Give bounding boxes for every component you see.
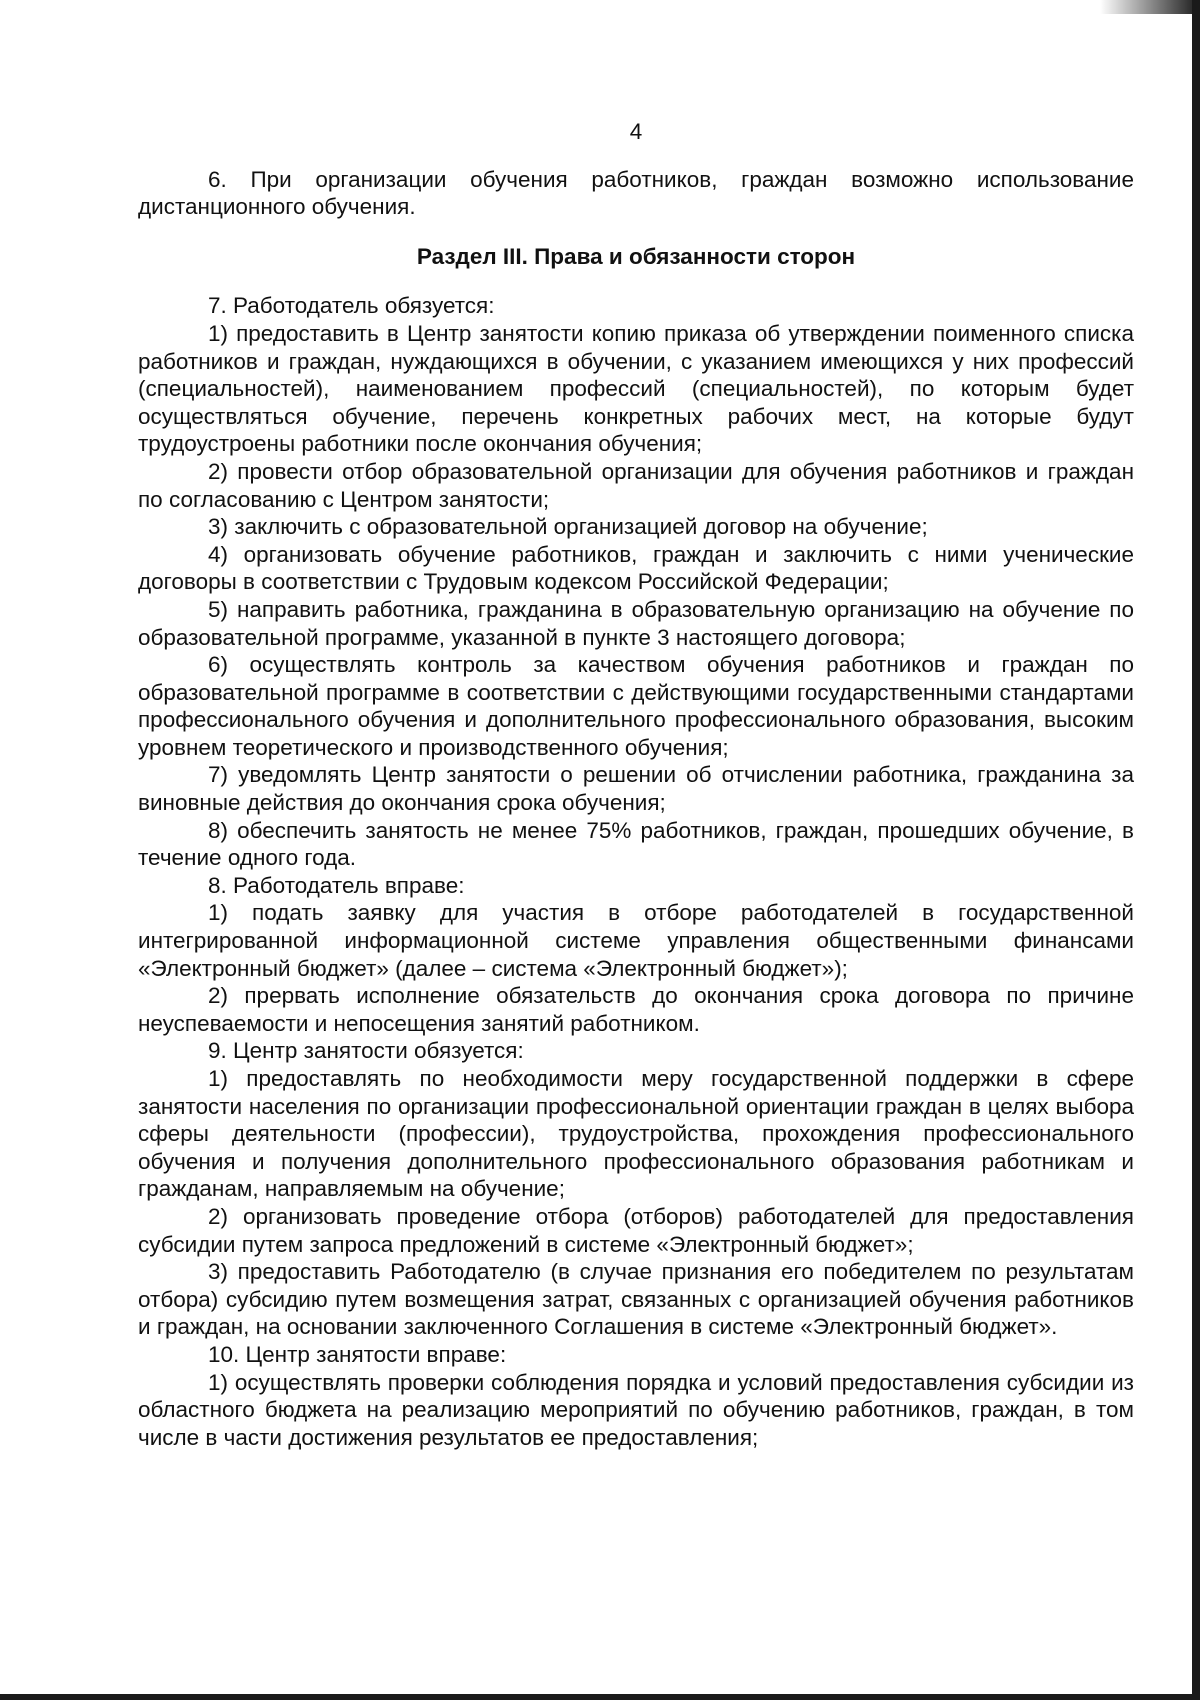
paragraph-9-2: 2) организовать проведение отбора (отборов) работодателей для предоставления субсидии путем запроса предложений в системе «Электронный бюджет»;	[138, 1203, 1134, 1257]
paragraph-7-7: 7) уведомлять Центр занятости о решении об отчислении работника, гражданина за виновные действия до окончания срока обучения;	[138, 762, 1134, 816]
paragraph-7-6: 6) осуществлять контроль за качеством обучения работников и граждан по образовательной программе в соответствии с действующими государственными стандартами профессионального обучения и дополнительного профессионального образования, высоким уровнем теоретического и производственного обучения;	[138, 652, 1134, 760]
paragraph-7-1: 1) предоставить в Центр занятости копию приказа об утверждении поименного списка работников и граждан, нуждающихся в обучении, с указанием имеющихся у них профессий (специальностей), наименованием профессий (специальностей), по которым будет осуществляться обучение, перечень конкретных рабочих мест, на которые будут трудоустроены работники после окончания обучения;	[138, 320, 1134, 457]
paragraph-8: 8. Работодатель вправе:	[208, 872, 465, 898]
paragraph-7-2: 2) провести отбор образовательной организации для обучения работников и граждан по согласованию с Центром занятости;	[138, 458, 1134, 512]
paragraph-7: 7. Работодатель обязуется:	[208, 293, 495, 319]
scan-edge-right	[1192, 0, 1200, 1700]
paragraph-7-5: 5) направить работника, гражданина в образовательную организацию на обучение по образовательной программе, указанной в пункте 3 настоящего договора;	[138, 596, 1134, 650]
paragraph-9-3: 3) предоставить Работодателю (в случае признания его победителем по результатам отбора) субсидию путем возмещения затрат, связанных с организацией обучения работников и граждан, на основании заключенного Соглашения в системе «Электронный бюджет».	[138, 1259, 1134, 1340]
scan-edge-bottom	[0, 1694, 1200, 1700]
paragraph-10-1: 1) осуществлять проверки соблюдения порядка и условий предоставления субсидии из областного бюджета на реализацию мероприятий по обучению работников, граждан, в том числе в части достижения результатов ее предоставления;	[138, 1369, 1134, 1450]
paragraph-8-2: 2) прервать исполнение обязательств до окончания срока договора по причине неуспеваемости и непосещения занятий работником.	[138, 983, 1134, 1036]
paragraph-6: 6. При организации обучения работников, граждан возможно использование дистанционного обучения.	[138, 166, 1134, 220]
page-number: 4	[629, 119, 643, 144]
paragraph-7-4: 4) организовать обучение работников, граждан и заключить с ними ученические договоры в соответствии с Трудовым кодексом Российской Федерации;	[138, 541, 1134, 595]
scan-edge-top	[0, 0, 1200, 14]
paragraph-8-1: 1) подать заявку для участия в отборе работодателей в государственной интегрированной информационной системе управления общественными финансами «Электронный бюджет» (далее – система «Электронный бюджет»);	[138, 900, 1134, 981]
section-heading: Раздел III. Права и обязанности сторон	[416, 243, 856, 269]
paragraph-9: 9. Центр занятости обязуется:	[208, 1038, 524, 1064]
paragraph-7-3: 3) заключить с образовательной организацией договор на обучение;	[208, 514, 928, 540]
paragraph-7-8: 8) обеспечить занятость не менее 75% работников, граждан, прошедших обучение, в течение одного года.	[138, 817, 1134, 871]
paragraph-9-1: 1) предоставлять по необходимости меру государственной поддержки в сфере занятости населения по организации профессиональной ориентации граждан в целях выбора сферы деятельности (профессии), трудоустройства, прохождения профессионального обучения и получения дополнительного профессионального образования работникам и гражданам, направляемым на обучение;	[138, 1066, 1134, 1202]
paragraph-10: 10. Центр занятости вправе:	[208, 1341, 507, 1367]
document-page	[138, 118, 1134, 1451]
